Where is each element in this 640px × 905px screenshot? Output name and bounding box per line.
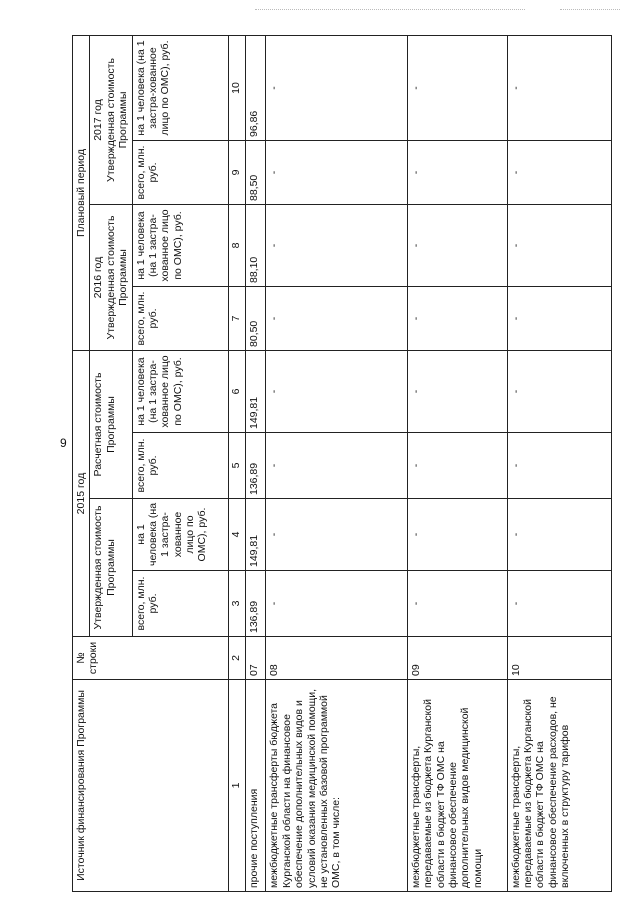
rotated-table-container (72, 36, 612, 892)
cell-value: 149,81 (245, 499, 266, 571)
header-approved-cost-2015: Утвержденная стоимость Программы (90, 499, 132, 637)
row-source-name: межбюджетные трансферты, передаваемые из бюджета Курганской области в бюджет ТФ ОМС на финансовое обеспечение дополнительных видов медицинской помощи (407, 680, 507, 892)
header-per-person: на 1 человека (на 1 застра-хованное лицо по ОМС), руб. (132, 205, 228, 287)
table-row (245, 35, 266, 891)
header-per-person: на 1 человека (на 1 застра-хованное лицо по ОМС), руб. (132, 499, 228, 571)
cell-value: - (507, 141, 611, 205)
header-year-2016: 2016 год (92, 256, 105, 299)
scan-artifact (255, 9, 525, 12)
table-row (266, 35, 407, 891)
cell-value: - (266, 571, 407, 637)
cell-value: 88,50 (245, 141, 266, 205)
row-number: 09 (407, 637, 507, 680)
cell-value: - (507, 287, 611, 351)
header-planning-period: Плановый период (73, 35, 90, 350)
cell-value: - (507, 571, 611, 637)
cell-value: 80,50 (245, 287, 266, 351)
column-number: 9 (228, 141, 245, 205)
row-number: 07 (245, 637, 266, 680)
cell-value: 88,10 (245, 205, 266, 287)
header-source: Источник финансирования Программы (73, 680, 229, 892)
cell-value: - (507, 433, 611, 499)
cell-value: 96,86 (245, 35, 266, 140)
cell-value: - (507, 205, 611, 287)
cell-value: - (407, 141, 507, 205)
header-total: всего, млн. руб. (132, 141, 228, 205)
row-source-name: межбюджетные трансферты бюджета Курганской области на финансовое обеспечение дополнительных видов и условий оказания медицинской помощи, не установленных базовой программой ОМС, в том числе: (266, 680, 407, 892)
scan-artifact (560, 9, 620, 10)
table-row (407, 35, 507, 891)
rotated-table-sheet (72, 36, 612, 892)
cell-value: 136,89 (245, 571, 266, 637)
row-source-name: прочие поступления (245, 680, 266, 892)
header-year-2016-block (90, 205, 132, 351)
header-total: всего, млн. руб. (132, 433, 228, 499)
column-number: 10 (228, 35, 245, 140)
table-row (507, 35, 611, 891)
program-cost-table (72, 35, 612, 892)
row-number: 10 (507, 637, 611, 680)
cell-value: 136,89 (245, 433, 266, 499)
cell-value: - (407, 35, 507, 140)
header-per-person: на 1 человека (на 1 застра-хованное лицо по ОМС), руб. (132, 351, 228, 433)
column-number: 7 (228, 287, 245, 351)
cell-value: - (407, 205, 507, 287)
cell-value: - (407, 499, 507, 571)
column-number: 5 (228, 433, 245, 499)
row-number: 08 (266, 637, 407, 680)
header-approved-cost-2016: Утвержденная стоимость Программы (104, 215, 130, 340)
cell-value: - (266, 287, 407, 351)
cell-value: - (266, 499, 407, 571)
header-total: всего, млн. руб. (132, 287, 228, 351)
cell-value: - (507, 351, 611, 433)
cell-value: - (507, 35, 611, 140)
cell-value: - (266, 35, 407, 140)
cell-value: - (407, 571, 507, 637)
cell-value: - (407, 433, 507, 499)
header-calculated-cost: Расчетная стоимость Программы (90, 351, 132, 499)
column-number-row (228, 35, 245, 891)
column-number: 8 (228, 205, 245, 287)
cell-value: - (266, 351, 407, 433)
cell-value: - (507, 499, 611, 571)
cell-value: - (407, 351, 507, 433)
header-year-2017-block (90, 35, 132, 204)
column-number: 4 (228, 499, 245, 571)
header-per-person: на 1 человека (на 1 застра-хованное лицо по ОМС), руб. (132, 35, 228, 140)
header-total: всего, млн. руб. (132, 571, 228, 637)
header-approved-cost-2017: Утвержденная стоимость Программы (104, 58, 130, 182)
column-number: 1 (228, 680, 245, 892)
cell-value: - (266, 205, 407, 287)
header-year-2015: 2015 год (73, 351, 90, 637)
cell-value: - (407, 287, 507, 351)
cell-value: 149,81 (245, 351, 266, 433)
header-row-number: № строки (73, 637, 229, 680)
column-number: 2 (228, 637, 245, 680)
cell-value: - (266, 141, 407, 205)
column-number: 3 (228, 571, 245, 637)
page-number: 9 (60, 436, 67, 450)
header-year-2017: 2017 год (92, 99, 105, 141)
cell-value: - (266, 433, 407, 499)
row-source-name: межбюджетные трансферты, передаваемые из бюджета Курганской области в бюджет ТФ ОМС на финансовое обеспечение расходов, не включенных в структуру тарифов (507, 680, 611, 892)
column-number: 6 (228, 351, 245, 433)
